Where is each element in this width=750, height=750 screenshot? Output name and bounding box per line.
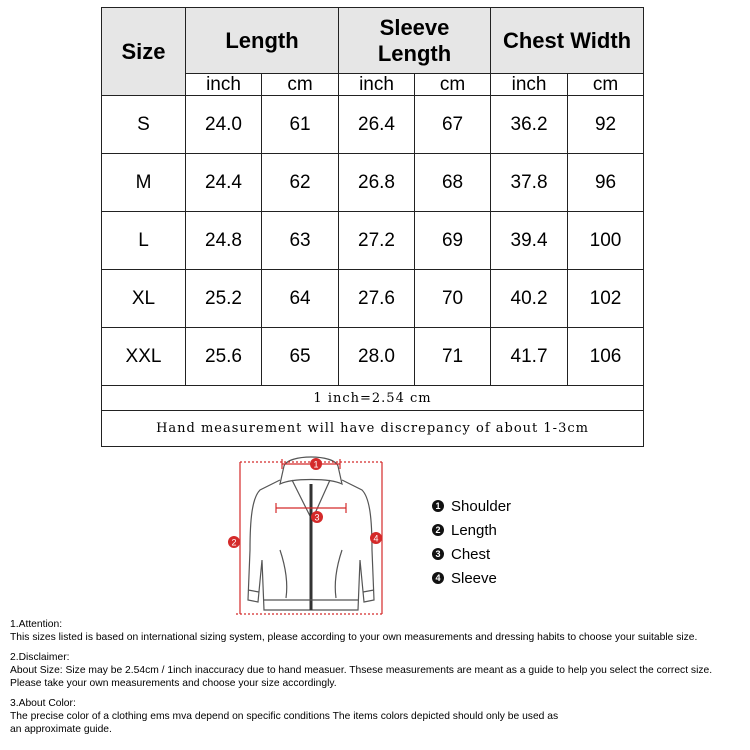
legend-number-icon: 3 [432,548,444,560]
legend-item-length [432,518,511,542]
cell-sleeve-cm: 71 [415,328,491,386]
cell-length-inch: 25.2 [186,270,262,328]
color-line-1: The precise color of a clothing ems mva depend on specific conditions The items colors depicted should only be used as [10,711,559,722]
disclaimer-line-1: About Size: Size may be 2.54cm / 1inch inaccuracy due to hand measuer. Thsese measurements are meant as a guide to help you select the correct size. [10,665,713,676]
size-chart-table [101,7,644,447]
cell-length-cm: 62 [262,154,339,212]
disclaimer-note [10,651,746,690]
cell-size: S [102,96,186,154]
legend-item-shoulder [432,494,511,518]
unit-sleeve-inch: inch [339,74,415,96]
unit-sleeve-cm: cm [415,74,491,96]
conversion-note: 1 inch=2.54 cm [102,386,644,411]
cell-length-inch: 24.0 [186,96,262,154]
cell-chest-inch: 36.2 [491,96,568,154]
cell-length-inch: 24.8 [186,212,262,270]
cell-chest-cm: 96 [568,154,644,212]
measurement-note: Hand measurement will have discrepancy of about 1-3cm [102,411,644,447]
jacket-measurement-figure [226,450,396,622]
cell-chest-inch: 41.7 [491,328,568,386]
cell-length-cm: 63 [262,212,339,270]
measurement-legend [432,494,511,590]
legend-label: Length [451,521,497,539]
svg-text:4: 4 [373,533,379,544]
jacket-diagram [226,450,396,622]
legend-number-icon: 4 [432,572,444,584]
unit-length-inch: inch [186,74,262,96]
marker-shoulder [310,458,322,470]
cell-chest-cm: 102 [568,270,644,328]
table-row [102,270,644,328]
color-note [10,697,746,736]
attention-text: This sizes listed is based on international sizing system, please according to your own measurements and dressing habits to choose your suitable size. [10,632,698,643]
cell-chest-inch: 40.2 [491,270,568,328]
cell-chest-inch: 37.8 [491,154,568,212]
cell-sleeve-inch: 27.6 [339,270,415,328]
cell-sleeve-cm: 69 [415,212,491,270]
header-chest-width: Chest Width [491,8,644,74]
svg-text:1: 1 [313,459,319,470]
table-row [102,212,644,270]
marker-chest [311,511,323,523]
color-title: 3.About Color: [10,698,76,709]
cell-length-inch: 25.6 [186,328,262,386]
measurement-lines [236,459,382,614]
legend-label: Sleeve [451,569,497,587]
cell-length-inch: 24.4 [186,154,262,212]
legend-number-icon: 2 [432,524,444,536]
cell-size: XXL [102,328,186,386]
unit-chest-inch: inch [491,74,568,96]
cell-sleeve-inch: 26.8 [339,154,415,212]
disclaimer-title: 2.Disclaimer: [10,652,70,663]
header-sleeve-length [339,8,491,74]
marker-sleeve [370,532,382,544]
jacket-outline [248,457,374,610]
cell-length-cm: 61 [262,96,339,154]
legend-item-chest [432,542,511,566]
cell-length-cm: 65 [262,328,339,386]
attention-title: 1.Attention: [10,619,63,630]
cell-chest-cm: 92 [568,96,644,154]
svg-text:2: 2 [231,537,237,548]
cell-sleeve-inch: 28.0 [339,328,415,386]
notes-section [10,618,746,743]
legend-label: Shoulder [451,497,512,515]
cell-chest-cm: 106 [568,328,644,386]
table-row [102,328,644,386]
header-size: Size [102,8,186,96]
attention-note [10,618,746,644]
conversion-row [102,386,644,411]
legend-item-sleeve [432,566,511,590]
unit-chest-cm: cm [568,74,644,96]
cell-sleeve-inch: 27.2 [339,212,415,270]
cell-size: M [102,154,186,212]
cell-sleeve-inch: 26.4 [339,96,415,154]
header-sleeve-line2: Length [377,40,452,66]
measurement-row [102,411,644,447]
disclaimer-line-2: Please take your own measurements and choose your size accordingly. [10,678,337,689]
legend-label: Chest [451,545,491,563]
color-line-2: an approximate guide. [10,724,112,735]
table-row [102,96,644,154]
svg-text:3: 3 [314,512,320,523]
header-row [102,8,644,74]
header-length: Length [186,8,339,74]
cell-length-cm: 64 [262,270,339,328]
legend-number-icon: 1 [432,500,444,512]
cell-sleeve-cm: 67 [415,96,491,154]
cell-chest-cm: 100 [568,212,644,270]
marker-length [228,536,240,548]
cell-chest-inch: 39.4 [491,212,568,270]
table-row [102,154,644,212]
header-sleeve-line1: Sleeve [379,14,450,40]
cell-size: XL [102,270,186,328]
unit-length-cm: cm [262,74,339,96]
cell-sleeve-cm: 68 [415,154,491,212]
cell-size: L [102,212,186,270]
cell-sleeve-cm: 70 [415,270,491,328]
